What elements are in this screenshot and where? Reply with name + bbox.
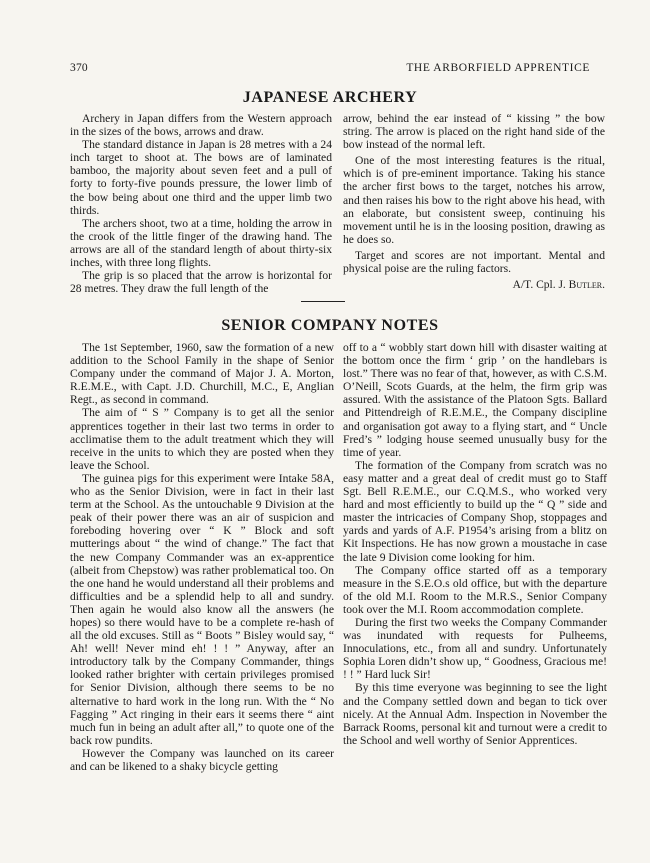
- senior-column-left: [70, 341, 334, 773]
- page-number: 370: [70, 62, 88, 74]
- signature-name: Butler.: [568, 279, 605, 292]
- archery-paragraph: arrow, behind the ear instead of “ kissing ” the bow string. The arrow is placed on the right hand side of the bow instead of the normal left.: [343, 112, 605, 152]
- signature-prefix: A/T. Cpl. J.: [512, 279, 569, 292]
- senior-paragraph: The guinea pigs for this experiment were Intake 58A, who as the Senior Division, were in fact in their last term at the School. As the untouchable 9 Division at the peak of their power there was an air of suspicion and foreboding hovering over “ K ” Block and soft mutterings about “ the wind of change.” The fact that the new Company Commander was an ex-apprentice (albeit from Chepstow) was rather problematical too. On the one hand he would understand all their problems and difficulties and be a splendid help to all and sundry. Then again he would also know all the answers (he hopes) so there would have to be a complete re-hash of all the old excuses. Still as “ Boots ” Bisley would say, “ Ah! well! Never mind eh! ! ! ” Anyway, after an introductory talk by the Company Commander, things looked rather brighter with certain privileges promised for Senior Division, although there seems to be no alternative to hard work in the long run. With the “ No Fagging ” Act ringing in their ears it seems there “ aint much fun in being an adult after all,” to quote one of the back row pundits.: [70, 471, 334, 747]
- section-divider: [301, 301, 345, 302]
- archery-paragraph: One of the most interesting features is the ritual, which is of pre-eminent importance. Taking his stance the archer first bows to the target, notches his arrow, and then raises his bow to the right above his head, with an elaborate, but consistent sweep, continuing his movement until he is in the loosing position, drawing as he does so.: [343, 154, 605, 246]
- senior-paragraph: During the first two weeks the Company Commander was inundated with requests for Pulheems, Innoculations, etc., from all and sundry. Unfortunately Sophia Loren didn’t show up, “ Goodness, Gracious me! ! ! ” Hard luck Sir!: [343, 615, 607, 682]
- senior-column-right: [343, 341, 607, 747]
- senior-paragraph: The aim of “ S ” Company is to get all the senior apprentices together in their last two terms in order to acclimatise them to the adult treatment which they will receive in the units to which they are posted when they leave the School.: [70, 406, 334, 472]
- senior-paragraph: By this time everyone was beginning to see the light and the Company settled down and began to tick over nicely. At the Annual Adm. Inspection in November the Barrack Rooms, personal kit and turnout were a credit to the School and well worthy of Senior Apprentices.: [343, 681, 607, 747]
- senior-paragraph: The 1st September, 1960, saw the formation of a new addition to the School Family in the shape of Senior Company under the command of Major J. A. Morton, R.E.M.E., with Capt. J.D. Churchill, M.C., E, Anglian Regt., as second in command.: [70, 341, 334, 407]
- article-title-senior-company-notes: SENIOR COMPANY NOTES: [221, 317, 439, 334]
- senior-paragraph: However the Company was launched on its career and can be likened to a shaky bicycle getting: [70, 746, 334, 773]
- archery-column-right: [343, 112, 605, 292]
- senior-paragraph: The Company office started off as a temporary measure in the S.E.O.s old office, but with the departure of the old M.I. Room to the M.R.S., Senior Company took over the M.I. Room accommodation complete.: [343, 563, 607, 616]
- archery-paragraph: Target and scores are not important. Mental and physical poise are the ruling factors.: [343, 248, 605, 276]
- archery-paragraph: Archery in Japan differs from the Western approach in the sizes of the bows, arrows and draw.: [70, 112, 332, 139]
- journal-title: THE ARBORFIELD APPRENTICE: [406, 62, 590, 74]
- archery-paragraph: The archers shoot, two at a time, holding the arrow in the crook of the little finger of the drawing hand. The arrows are all of the standard length of about thirty-six inches, with three long flights.: [70, 216, 332, 270]
- archery-paragraph: The standard distance in Japan is 28 metres with a 24 inch target to shoot at. The bows are of laminated bamboo, the majority about seven feet and a pull of forty to forty-five pounds pressure, the lower limb of the bow being about one third and the upper limb two thirds.: [70, 138, 332, 217]
- article-title-japanese-archery: JAPANESE ARCHERY: [242, 89, 418, 106]
- senior-paragraph: off to a “ wobbly start down hill with disaster waiting at the bottom once the firm ‘ grip ’ on the handlebars is lost.” There was no fear of that, however, as with C.S.M. O’Neill, Scots Guards, at the helm, the firm grip was assured. With the assistance of the Platoon Sgts. Ballard and Pittendreigh of R.E.M.E., the Company discipline and organisation got away to a flying start, and “ Uncle Fred’s ” lodging house seemed unusually busy for the time of year.: [343, 341, 607, 459]
- archery-paragraph: The grip is so placed that the arrow is horizontal for 28 metres. They draw the full length of the: [70, 269, 332, 296]
- archery-signature: [343, 279, 605, 292]
- archery-column-left: [70, 112, 332, 295]
- senior-paragraph: The formation of the Company from scratch was no easy matter and a great deal of credit must go to Staff Sgt. Bell R.E.M.E., our C.Q.M.S., who worked very hard and most efficiently to build up the “ Q ” side and master the intricacies of Company Shop, stoppages and yards and yards of A.F. P1954’s arising from a blitz on Kit Inspections. He has now grown a moustache in case the late 9 Division come looking for him.: [343, 458, 607, 564]
